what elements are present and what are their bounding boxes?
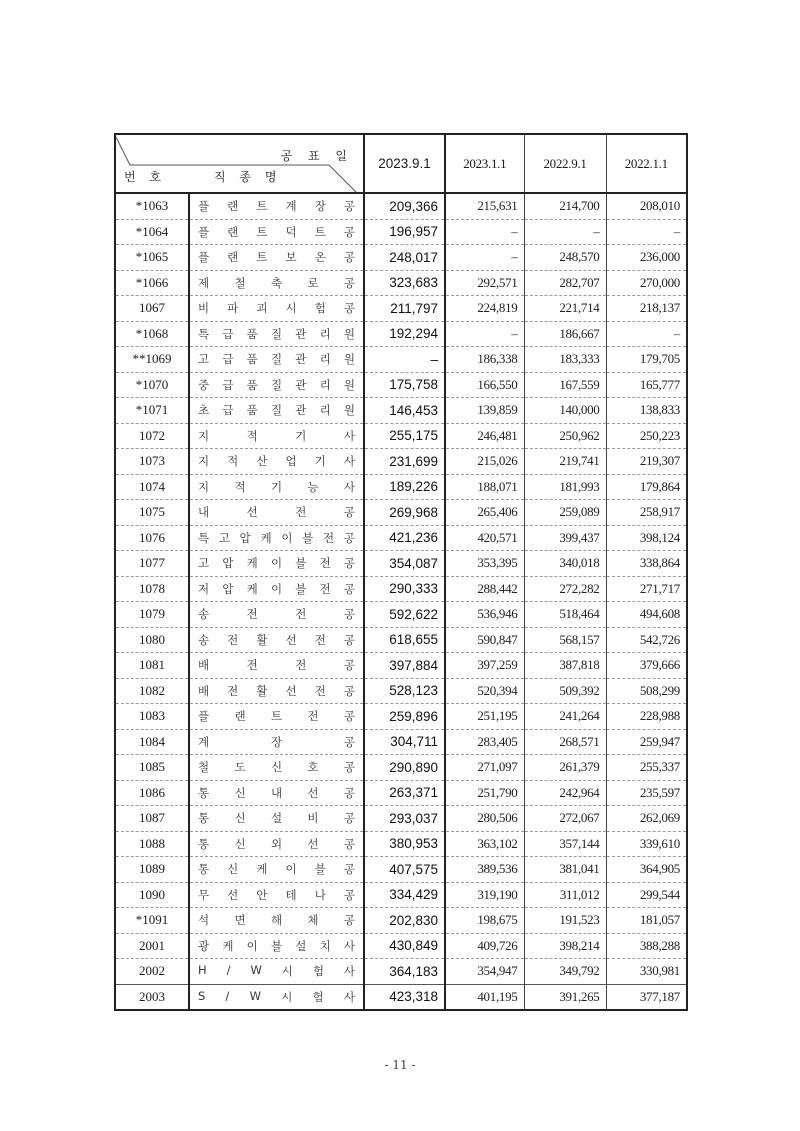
table-row [115, 449, 687, 475]
job-code-cell: 1073 [115, 449, 189, 475]
table-row [115, 882, 687, 908]
wage-value-cell-2023-1-1: 590,847 [445, 627, 524, 653]
table-row [115, 602, 687, 628]
job-code-cell: 1085 [115, 755, 189, 781]
wage-value-cell-2022-1-1: 181,057 [606, 908, 687, 934]
wage-value-cell-2022-1-1: 236,000 [606, 245, 687, 271]
wage-value-cell-2022-9-1: 357,144 [524, 831, 606, 857]
job-name: 초 급 품 질 관 리 원 [198, 403, 355, 418]
wage-value-cell-2023-1-1: – [445, 321, 524, 347]
wage-value-cell-2023-9-1: 290,333 [364, 576, 445, 602]
job-code-cell: 1077 [115, 551, 189, 577]
wage-value-cell-2023-9-1: 304,711 [364, 729, 445, 755]
table-body [115, 193, 687, 1010]
job-name-cell [189, 347, 364, 373]
table-row [115, 525, 687, 551]
job-name: 광 케 이 블 설 치 사 [198, 938, 355, 953]
wage-value-cell-2023-1-1: 319,190 [445, 882, 524, 908]
header-announce-date-label: 공 표 일 [280, 149, 353, 163]
header-number-label: 번 호 [124, 170, 166, 184]
table-row [115, 806, 687, 832]
job-name: H / W 시 험 사 [198, 963, 355, 979]
job-name-cell [189, 653, 364, 679]
wage-value-cell-2023-9-1: 364,183 [364, 959, 445, 985]
header-date-2023-9-1: 2023.9.1 [364, 134, 445, 193]
job-name-cell [189, 270, 364, 296]
job-name-cell [189, 729, 364, 755]
wage-value-cell-2022-9-1: 398,214 [524, 933, 606, 959]
wage-value-cell-2022-9-1: 167,559 [524, 372, 606, 398]
wage-value-cell-2022-9-1: 272,067 [524, 806, 606, 832]
job-name-cell [189, 984, 364, 1010]
wage-value-cell-2022-9-1: 399,437 [524, 525, 606, 551]
job-code-cell: *1064 [115, 219, 189, 245]
wage-value-cell-2022-9-1: 518,464 [524, 602, 606, 628]
wage-value-cell-2022-1-1: 377,187 [606, 984, 687, 1010]
wage-value-cell-2023-1-1: 186,338 [445, 347, 524, 373]
job-name: 플 랜 트 전 공 [198, 709, 355, 724]
wage-value-cell-2023-1-1: 353,395 [445, 551, 524, 577]
job-name: 특 급 품 질 관 리 원 [198, 326, 355, 341]
wage-value-cell-2022-1-1: 179,864 [606, 474, 687, 500]
wage-value-cell-2023-1-1: 246,481 [445, 423, 524, 449]
wage-value-cell-2022-1-1: – [606, 321, 687, 347]
job-code-cell: 1075 [115, 500, 189, 526]
wage-value-cell-2022-1-1: 250,223 [606, 423, 687, 449]
job-name: 송 전 전 공 [198, 607, 355, 622]
job-code-cell: 1081 [115, 653, 189, 679]
job-code-cell: 1087 [115, 806, 189, 832]
wage-value-cell-2023-9-1: 421,236 [364, 525, 445, 551]
job-name: 제 철 축 로 공 [198, 275, 355, 290]
wage-value-cell-2023-9-1: – [364, 347, 445, 373]
job-name-cell [189, 321, 364, 347]
table-row [115, 780, 687, 806]
header-corner-cell [115, 134, 364, 193]
wage-value-cell-2023-9-1: 334,429 [364, 882, 445, 908]
wage-value-cell-2023-9-1: 259,896 [364, 704, 445, 730]
wage-value-cell-2023-9-1: 397,884 [364, 653, 445, 679]
job-code-cell: 2002 [115, 959, 189, 985]
job-name-cell [189, 576, 364, 602]
job-name: 송 전 활 선 전 공 [198, 632, 355, 647]
wage-value-cell-2022-9-1: 509,392 [524, 678, 606, 704]
wage-value-cell-2022-1-1: 219,307 [606, 449, 687, 475]
job-name-cell [189, 627, 364, 653]
job-name-cell [189, 602, 364, 628]
wage-value-cell-2023-1-1: – [445, 219, 524, 245]
job-code-cell: 1076 [115, 525, 189, 551]
table-row [115, 933, 687, 959]
job-name-cell [189, 678, 364, 704]
job-code-cell: 1086 [115, 780, 189, 806]
table-row [115, 678, 687, 704]
wage-value-cell-2022-1-1: 398,124 [606, 525, 687, 551]
job-name-cell [189, 449, 364, 475]
job-name-cell [189, 398, 364, 424]
wage-value-cell-2022-1-1: 299,544 [606, 882, 687, 908]
wage-value-cell-2023-9-1: 269,968 [364, 500, 445, 526]
wage-value-cell-2023-1-1: 363,102 [445, 831, 524, 857]
wage-value-cell-2023-9-1: 528,123 [364, 678, 445, 704]
wage-value-cell-2023-9-1: 380,953 [364, 831, 445, 857]
job-name-cell [189, 959, 364, 985]
job-name: 특 고 압 케 이 블 전 공 [198, 530, 355, 545]
wage-value-cell-2022-1-1: – [606, 219, 687, 245]
wage-value-cell-2023-9-1: 263,371 [364, 780, 445, 806]
job-name-cell [189, 423, 364, 449]
wage-value-cell-2022-1-1: 270,000 [606, 270, 687, 296]
job-name: 배 전 전 공 [198, 658, 355, 673]
wage-value-cell-2022-9-1: 311,012 [524, 882, 606, 908]
job-code-cell: *1071 [115, 398, 189, 424]
wage-value-cell-2023-1-1: 283,405 [445, 729, 524, 755]
wage-value-cell-2023-9-1: 354,087 [364, 551, 445, 577]
wage-table [114, 133, 688, 1011]
table-row [115, 296, 687, 322]
wage-value-cell-2022-1-1: 259,947 [606, 729, 687, 755]
wage-value-cell-2022-9-1: 391,265 [524, 984, 606, 1010]
wage-value-cell-2022-9-1: 221,714 [524, 296, 606, 322]
wage-value-cell-2022-1-1: 208,010 [606, 193, 687, 219]
job-name-cell [189, 372, 364, 398]
job-name-cell [189, 219, 364, 245]
wage-value-cell-2022-9-1: 259,089 [524, 500, 606, 526]
wage-value-cell-2023-1-1: 354,947 [445, 959, 524, 985]
wage-value-cell-2022-1-1: 258,917 [606, 500, 687, 526]
header-job-name-label: 직 종 명 [214, 170, 282, 184]
job-name-cell [189, 193, 364, 219]
wage-value-cell-2023-9-1: 175,758 [364, 372, 445, 398]
job-name-cell [189, 882, 364, 908]
job-name-cell [189, 296, 364, 322]
wage-value-cell-2022-9-1: 261,379 [524, 755, 606, 781]
job-name-cell [189, 245, 364, 271]
wage-value-cell-2022-1-1: 379,666 [606, 653, 687, 679]
job-code-cell: 1074 [115, 474, 189, 500]
wage-table-container [114, 133, 686, 1011]
wage-value-cell-2022-1-1: 255,337 [606, 755, 687, 781]
job-code-cell: 1078 [115, 576, 189, 602]
job-code-cell: 1080 [115, 627, 189, 653]
wage-value-cell-2022-9-1: 282,707 [524, 270, 606, 296]
wage-value-cell-2022-1-1: 338,864 [606, 551, 687, 577]
wage-value-cell-2022-9-1: 268,571 [524, 729, 606, 755]
job-name-cell [189, 474, 364, 500]
table-row [115, 551, 687, 577]
table-row [115, 245, 687, 271]
wage-value-cell-2022-9-1: 349,792 [524, 959, 606, 985]
wage-value-cell-2023-9-1: 293,037 [364, 806, 445, 832]
job-code-cell: *1091 [115, 908, 189, 934]
wage-value-cell-2023-1-1: 420,571 [445, 525, 524, 551]
wage-value-cell-2023-1-1: 215,631 [445, 193, 524, 219]
wage-value-cell-2023-9-1: 202,830 [364, 908, 445, 934]
job-code-cell: 1082 [115, 678, 189, 704]
wage-value-cell-2022-1-1: 138,833 [606, 398, 687, 424]
wage-value-cell-2023-9-1: 192,294 [364, 321, 445, 347]
table-row [115, 347, 687, 373]
job-name-cell [189, 500, 364, 526]
wage-value-cell-2023-1-1: 280,506 [445, 806, 524, 832]
job-name-cell [189, 908, 364, 934]
wage-value-cell-2022-1-1: 508,299 [606, 678, 687, 704]
wage-value-cell-2022-9-1: 214,700 [524, 193, 606, 219]
job-name: 배 전 활 선 전 공 [198, 683, 355, 698]
wage-value-cell-2023-1-1: 139,859 [445, 398, 524, 424]
wage-value-cell-2023-9-1: 189,226 [364, 474, 445, 500]
job-code-cell: *1068 [115, 321, 189, 347]
job-code-cell: 1088 [115, 831, 189, 857]
wage-value-cell-2023-9-1: 146,453 [364, 398, 445, 424]
table-row [115, 857, 687, 883]
wage-value-cell-2022-1-1: 179,705 [606, 347, 687, 373]
table-row [115, 908, 687, 934]
wage-value-cell-2023-1-1: 166,550 [445, 372, 524, 398]
job-code-cell: 1090 [115, 882, 189, 908]
wage-value-cell-2023-9-1: 255,175 [364, 423, 445, 449]
job-name-cell [189, 704, 364, 730]
job-name: 철 도 신 호 공 [198, 760, 355, 775]
wage-value-cell-2023-9-1: 231,699 [364, 449, 445, 475]
job-name: 통 신 설 비 공 [198, 811, 355, 826]
wage-value-cell-2023-9-1: 196,957 [364, 219, 445, 245]
wage-value-cell-2022-1-1: 218,137 [606, 296, 687, 322]
wage-value-cell-2022-9-1: 242,964 [524, 780, 606, 806]
job-code-cell: 2003 [115, 984, 189, 1010]
wage-value-cell-2023-1-1: 292,571 [445, 270, 524, 296]
job-code-cell: 1089 [115, 857, 189, 883]
job-code-cell: 2001 [115, 933, 189, 959]
wage-value-cell-2023-9-1: 290,890 [364, 755, 445, 781]
job-code-cell: *1066 [115, 270, 189, 296]
table-row [115, 474, 687, 500]
wage-value-cell-2023-1-1: 215,026 [445, 449, 524, 475]
wage-value-cell-2023-9-1: 430,849 [364, 933, 445, 959]
wage-value-cell-2023-1-1: 224,819 [445, 296, 524, 322]
table-row [115, 193, 687, 219]
table-row [115, 270, 687, 296]
wage-value-cell-2023-9-1: 618,655 [364, 627, 445, 653]
wage-value-cell-2023-9-1: 209,366 [364, 193, 445, 219]
job-name: 지 적 기 능 사 [198, 479, 355, 494]
job-name-cell [189, 806, 364, 832]
table-row [115, 653, 687, 679]
table-row [115, 729, 687, 755]
job-name-cell [189, 551, 364, 577]
wage-value-cell-2022-9-1: 568,157 [524, 627, 606, 653]
job-name: 석 면 해 체 공 [198, 913, 355, 928]
job-code-cell: 1072 [115, 423, 189, 449]
job-name: S / W 시 험 사 [198, 988, 355, 1004]
job-name-cell [189, 831, 364, 857]
wage-value-cell-2022-9-1: 191,523 [524, 908, 606, 934]
job-code-cell: 1079 [115, 602, 189, 628]
wage-value-cell-2022-9-1: – [524, 219, 606, 245]
job-name-cell [189, 755, 364, 781]
wage-value-cell-2022-1-1: 494,608 [606, 602, 687, 628]
job-name: 내 선 전 공 [198, 505, 355, 520]
wage-value-cell-2022-1-1: 271,717 [606, 576, 687, 602]
page-number: - 11 - [384, 1058, 416, 1072]
wage-value-cell-2023-1-1: 198,675 [445, 908, 524, 934]
job-code-cell: *1065 [115, 245, 189, 271]
header-date-2023-1-1: 2023.1.1 [445, 134, 524, 193]
table-row [115, 398, 687, 424]
wage-value-cell-2022-9-1: 219,741 [524, 449, 606, 475]
wage-value-cell-2023-9-1: 211,797 [364, 296, 445, 322]
job-name: 통 신 내 선 공 [198, 785, 355, 800]
wage-value-cell-2023-1-1: 389,536 [445, 857, 524, 883]
wage-value-cell-2023-9-1: 592,622 [364, 602, 445, 628]
wage-value-cell-2023-1-1: 271,097 [445, 755, 524, 781]
wage-value-cell-2023-9-1: 323,683 [364, 270, 445, 296]
job-name: 저 압 케 이 블 전 공 [198, 581, 355, 596]
job-name: 플 랜 트 계 장 공 [198, 199, 355, 214]
job-name: 고 압 케 이 블 전 공 [198, 556, 355, 571]
table-row [115, 959, 687, 985]
wage-value-cell-2023-1-1: 401,195 [445, 984, 524, 1010]
job-name-cell [189, 780, 364, 806]
wage-value-cell-2023-1-1: 409,726 [445, 933, 524, 959]
job-name-cell [189, 525, 364, 551]
wage-value-cell-2023-1-1: 251,790 [445, 780, 524, 806]
wage-value-cell-2022-9-1: 387,818 [524, 653, 606, 679]
job-name: 무 선 안 테 나 공 [198, 887, 355, 902]
wage-value-cell-2022-1-1: 388,288 [606, 933, 687, 959]
job-code-cell: *1070 [115, 372, 189, 398]
job-name: 지 적 기 사 [198, 428, 355, 443]
job-name: 중 급 품 질 관 리 원 [198, 377, 355, 392]
job-code-cell: *1063 [115, 193, 189, 219]
table-row [115, 500, 687, 526]
wage-value-cell-2022-1-1: 228,988 [606, 704, 687, 730]
wage-value-cell-2023-1-1: 536,946 [445, 602, 524, 628]
wage-value-cell-2022-1-1: 165,777 [606, 372, 687, 398]
wage-value-cell-2022-9-1: 248,570 [524, 245, 606, 271]
job-name: 지 적 산 업 기 사 [198, 454, 355, 469]
wage-value-cell-2023-1-1: 288,442 [445, 576, 524, 602]
job-code-cell: 1084 [115, 729, 189, 755]
wage-value-cell-2022-1-1: 235,597 [606, 780, 687, 806]
job-name: 고 급 품 질 관 리 원 [198, 352, 355, 367]
table-row [115, 423, 687, 449]
wage-value-cell-2022-1-1: 330,981 [606, 959, 687, 985]
wage-value-cell-2022-9-1: 272,282 [524, 576, 606, 602]
wage-value-cell-2022-9-1: 381,041 [524, 857, 606, 883]
wage-value-cell-2022-9-1: 250,962 [524, 423, 606, 449]
table-row [115, 831, 687, 857]
wage-value-cell-2023-1-1: – [445, 245, 524, 271]
job-name: 계 장 공 [198, 734, 355, 749]
table-row [115, 576, 687, 602]
wage-value-cell-2022-1-1: 542,726 [606, 627, 687, 653]
job-code-cell: **1069 [115, 347, 189, 373]
job-name-cell [189, 933, 364, 959]
table-row [115, 755, 687, 781]
table-row [115, 321, 687, 347]
table-row [115, 219, 687, 245]
wage-value-cell-2022-9-1: 181,993 [524, 474, 606, 500]
wage-value-cell-2023-1-1: 251,195 [445, 704, 524, 730]
wage-value-cell-2023-1-1: 188,071 [445, 474, 524, 500]
job-name: 플 랜 트 보 온 공 [198, 250, 355, 265]
wage-value-cell-2023-1-1: 520,394 [445, 678, 524, 704]
wage-value-cell-2022-9-1: 186,667 [524, 321, 606, 347]
wage-value-cell-2022-1-1: 262,069 [606, 806, 687, 832]
wage-value-cell-2022-9-1: 183,333 [524, 347, 606, 373]
table-row [115, 704, 687, 730]
wage-value-cell-2022-9-1: 340,018 [524, 551, 606, 577]
wage-value-cell-2022-1-1: 364,905 [606, 857, 687, 883]
job-name: 플 랜 트 덕 트 공 [198, 224, 355, 239]
table-row [115, 627, 687, 653]
job-code-cell: 1067 [115, 296, 189, 322]
header-date-2022-1-1: 2022.1.1 [606, 134, 687, 193]
wage-value-cell-2023-1-1: 397,259 [445, 653, 524, 679]
header-date-2022-9-1: 2022.9.1 [524, 134, 606, 193]
wage-value-cell-2023-9-1: 248,017 [364, 245, 445, 271]
wage-value-cell-2023-1-1: 265,406 [445, 500, 524, 526]
job-name: 통 신 외 선 공 [198, 836, 355, 851]
table-row [115, 372, 687, 398]
header-row [115, 134, 687, 193]
table-row [115, 984, 687, 1010]
wage-value-cell-2023-9-1: 407,575 [364, 857, 445, 883]
job-name: 통 신 케 이 블 공 [198, 862, 355, 877]
job-name: 비 파 괴 시 험 공 [198, 301, 355, 316]
wage-value-cell-2022-1-1: 339,610 [606, 831, 687, 857]
job-code-cell: 1083 [115, 704, 189, 730]
job-name-cell [189, 857, 364, 883]
wage-value-cell-2022-9-1: 140,000 [524, 398, 606, 424]
wage-value-cell-2022-9-1: 241,264 [524, 704, 606, 730]
wage-value-cell-2023-9-1: 423,318 [364, 984, 445, 1010]
